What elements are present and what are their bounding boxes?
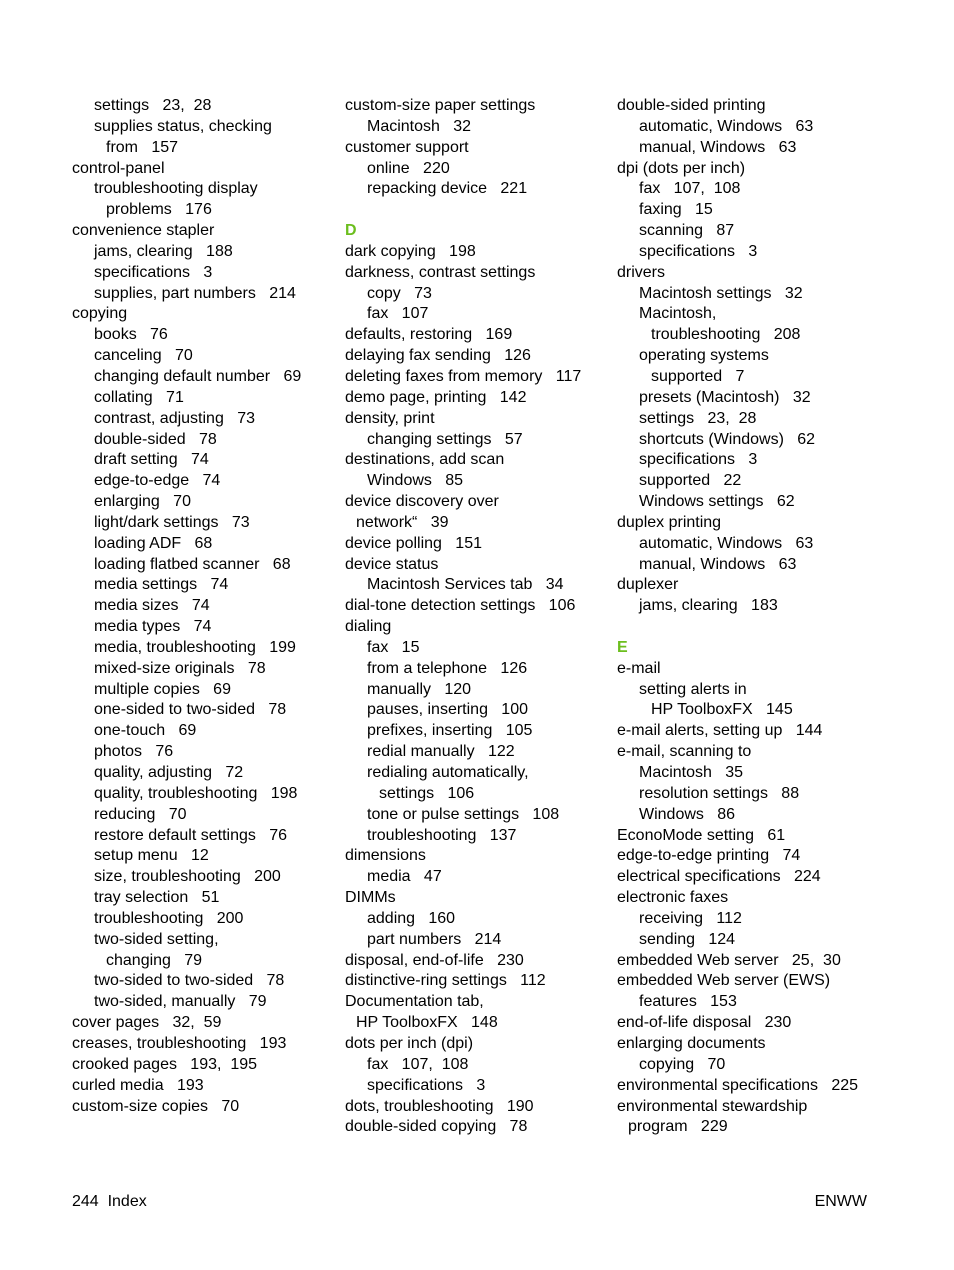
index-entry: distinctive-ring settings 112 [345,972,546,990]
index-subentry: enlarging 70 [94,493,191,511]
index-subentry: light/dark settings 73 [94,513,250,531]
index-subentry: copying 70 [639,1055,726,1073]
index-entry: defaults, restoring 169 [345,326,513,344]
index-subentry: loading ADF 68 [94,534,213,552]
index-subentry: supplies status, checking [94,117,272,135]
index-subentry: shortcuts (Windows) 62 [639,430,816,448]
index-entry: device status [345,555,439,573]
index-subentry: part numbers 214 [367,930,502,948]
index-subentry: fax 15 [367,638,420,656]
index-subentry: receiving 112 [639,909,742,927]
section-spacer [345,200,605,221]
index-subentry: media types 74 [94,618,212,636]
index-entry: curled media 193 [72,1076,204,1094]
index-entry: dots per inch (dpi) [345,1034,474,1052]
index-subentry: media, troubleshooting 199 [94,638,296,656]
index-subentry: troubleshooting display [94,180,258,198]
index-subentry: automatic, Windows 63 [639,534,814,552]
index-entry: copying [72,305,128,323]
index-subentry: copy 73 [367,284,432,302]
index-subentry: loading flatbed scanner 68 [94,555,291,573]
index-subentry: redial manually 122 [367,743,515,761]
index-subentry: Windows settings 62 [639,493,795,511]
index-column-2 [345,96,605,1138]
section-letter-heading: D [345,222,357,240]
index-subentry: media 47 [367,868,442,886]
index-subentry: HP ToolboxFX 148 [356,1014,498,1032]
index-subentry: mixed-size originals 78 [94,659,266,677]
index-subentry: size, troubleshooting 200 [94,868,281,886]
index-subentry: quality, troubleshooting 198 [94,784,298,802]
index-subentry: presets (Macintosh) 32 [639,388,811,406]
footer-doc-code: ENWW [814,1193,867,1210]
index-entry: e-mail, scanning to [617,743,752,761]
index-subentry: prefixes, inserting 105 [367,722,533,740]
index-subentry: specifications 3 [367,1076,486,1094]
index-subentry: fax 107, 108 [639,180,741,198]
index-subentry: one-touch 69 [94,722,197,740]
index-subentry: operating systems [639,347,769,365]
index-subentry: reducing 70 [94,805,187,823]
index-entry: duplex printing [617,513,722,531]
index-subentry: problems 176 [106,201,212,219]
index-subentry: adding 160 [367,909,456,927]
index-subentry: from 157 [106,138,179,156]
index-entry: darkness, contrast settings [345,263,536,281]
index-entry: control-panel [72,159,165,177]
index-subentry: redialing automatically, [367,764,529,781]
index-subentry: tray selection 51 [94,889,220,907]
index-subentry: jams, clearing 183 [639,597,778,615]
index-subentry: changing default number 69 [94,367,302,385]
section-spacer [617,617,887,638]
index-entry: dots, troubleshooting 190 [345,1097,534,1115]
index-subentry: collating 71 [94,388,184,406]
index-subentry: troubleshooting 137 [367,826,517,844]
index-entry: customer support [345,138,469,156]
index-subentry: tone or pulse settings 108 [367,805,560,823]
index-subentry: media settings 74 [94,576,229,594]
index-subentry: fax 107, 108 [367,1055,469,1073]
index-subentry: Macintosh 32 [367,117,472,135]
index-subentry: manually 120 [367,680,472,698]
index-subentry: media sizes 74 [94,597,210,615]
index-entry: dark copying 198 [345,242,476,260]
index-subentry: pauses, inserting 100 [367,701,528,719]
index-subentry: setup menu 12 [94,847,209,865]
index-subentry: one-sided to two-sided 78 [94,701,287,719]
index-subentry: manual, Windows 63 [639,138,797,156]
index-entry: e-mail alerts, setting up 144 [617,722,823,740]
index-subentry: resolution settings 88 [639,784,800,802]
index-entry: DIMMs [345,889,396,907]
index-entry: electrical specifications 224 [617,868,821,886]
index-subentry: faxing 15 [639,201,713,219]
index-subentry: photos 76 [94,743,174,761]
index-subentry: scanning 87 [639,222,735,240]
index-entry: custom-size copies 70 [72,1097,240,1115]
index-entry: device discovery over [345,493,499,511]
index-entry: destinations, add scan [345,451,505,469]
index-entry: dpi (dots per inch) [617,159,746,177]
index-entry: embedded Web server (EWS) [617,972,831,990]
index-subentry: books 76 [94,326,168,344]
index-entry: drivers [617,263,666,281]
index-subentry: Macintosh 35 [639,764,744,781]
index-entry: cover pages 32, 59 [72,1014,222,1032]
index-entry: density, print [345,409,435,427]
index-subentry: specifications 3 [94,263,213,281]
index-subentry: program 229 [628,1118,728,1136]
index-subentry: multiple copies 69 [94,680,231,698]
index-subentry: double-sided 78 [94,430,217,448]
index-entry: electronic faxes [617,889,729,907]
index-entry: double-sided copying 78 [345,1118,528,1136]
index-subentry: manual, Windows 63 [639,555,797,573]
index-subentry: settings 23, 28 [639,409,757,427]
index-subentry: repacking device 221 [367,180,528,198]
index-entry: environmental stewardship [617,1097,808,1115]
index-entry: custom-size paper settings [345,97,536,114]
index-subentry: Macintosh settings 32 [639,284,803,302]
index-entry: demo page, printing 142 [345,388,527,406]
index-subentry: draft setting 74 [94,451,209,469]
index-subentry: Windows 85 [367,472,464,490]
index-entry: end-of-life disposal 230 [617,1014,792,1032]
index-subentry: jams, clearing 188 [94,242,233,260]
index-subentry: online 220 [367,159,450,177]
index-entry: dial-tone detection settings 106 [345,597,576,615]
index-entry: delaying fax sending 126 [345,347,531,365]
index-subentry: automatic, Windows 63 [639,117,814,135]
index-entry: EconoMode setting 61 [617,826,786,844]
index-entry: crooked pages 193, 195 [72,1055,258,1073]
index-subentry: Macintosh Services tab 34 [367,576,564,594]
index-entry: device polling 151 [345,534,482,552]
index-entry: enlarging documents [617,1034,766,1052]
index-subentry: HP ToolboxFX 145 [651,701,793,719]
index-subentry: network“ 39 [356,513,449,531]
index-entry: dimensions [345,847,426,865]
index-subentry: troubleshooting 200 [94,909,244,927]
index-subentry: two-sided to two-sided 78 [94,972,285,990]
footer-page-label: 244 Index [72,1193,147,1210]
index-subentry: sending 124 [639,930,736,948]
index-entry: duplexer [617,576,679,594]
index-entry: disposal, end-of-life 230 [345,951,524,969]
index-subentry: changing settings 57 [367,430,523,448]
index-entry: Documentation tab, [345,993,484,1011]
index-subentry: settings 23, 28 [94,97,212,114]
index-subentry: from a telephone 126 [367,659,528,677]
index-entry: double-sided printing [617,97,766,114]
index-subentry: supplies, part numbers 214 [94,284,296,302]
index-subentry: specifications 3 [639,242,758,260]
index-subentry: features 153 [639,993,737,1011]
index-subentry: edge-to-edge 74 [94,472,221,490]
index-column-3 [617,96,887,1138]
index-subentry: supported 22 [639,472,742,490]
index-entry: edge-to-edge printing 74 [617,847,801,865]
index-entry: environmental specifications 225 [617,1076,859,1094]
section-letter-heading: E [617,638,628,656]
index-entry: embedded Web server 25, 30 [617,951,841,969]
index-entry: convenience stapler [72,222,215,240]
index-subentry: settings 106 [379,784,475,802]
index-subentry: setting alerts in [639,680,747,698]
index-subentry: fax 107 [367,305,429,323]
index-entry: creases, troubleshooting 193 [72,1034,287,1052]
index-subentry: Windows 86 [639,805,736,823]
index-entry: deleting faxes from memory 117 [345,367,582,385]
index-subentry: troubleshooting 208 [651,326,801,344]
index-subentry: quality, adjusting 72 [94,764,244,781]
index-subentry: contrast, adjusting 73 [94,409,255,427]
index-subentry: changing 79 [106,951,203,969]
index-entry: dialing [345,618,392,636]
index-subentry: canceling 70 [94,347,193,365]
index-subentry: restore default settings 76 [94,826,287,844]
index-subentry: supported 7 [651,367,745,385]
index-entry: e-mail [617,659,661,677]
index-subentry: two-sided setting, [94,930,219,948]
index-subentry: Macintosh, [639,305,717,323]
index-subentry: specifications 3 [639,451,758,469]
index-subentry: two-sided, manually 79 [94,993,267,1011]
index-column-1 [72,96,332,1117]
